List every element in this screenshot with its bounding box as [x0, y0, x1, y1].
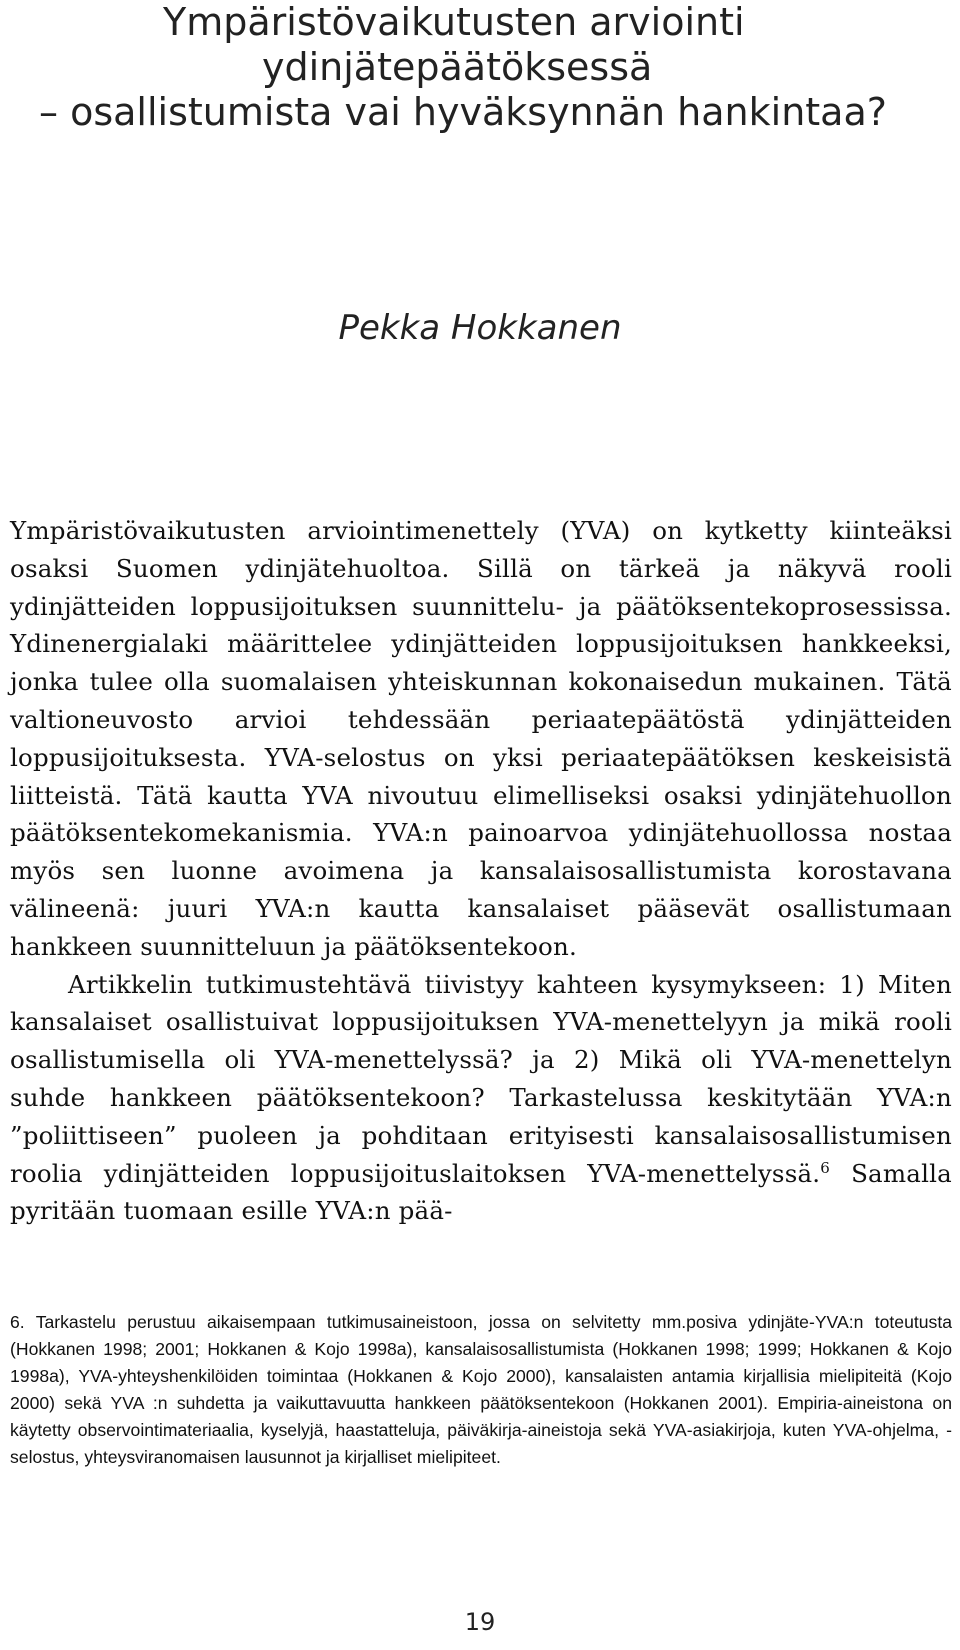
title-line-1: Ympäristövaikutusten arviointi: [163, 0, 745, 44]
article-title: [0, 0, 960, 135]
article-body: [10, 512, 952, 1230]
footnote: [10, 1309, 952, 1472]
paragraph-2-tail: Samalla pyritään tuomaan esille YVA:n pää-: [10, 1158, 952, 1226]
footnote-reference[interactable]: 6: [820, 1158, 831, 1177]
title-line-2: ydinjätepäätöksessä: [262, 45, 653, 89]
paragraph-2-text: Artikkelin tutkimustehtävä tiivistyy kahteen kysymykseen: 1) Miten kansalaiset osallistuivat loppusijoituksen YVA-menettelyyn ja mikä rooli osallistumisella oli YVA-menettelyssä? ja 2) Mikä oli YVA-menettelyn suhde hankkeen päätöksentekoon? Tarkastelussa keskitytään YVA:n ”poliittiseen” puoleen ja pohditaan erityisesti kansalaisosallistumisen roolia ydinjätteiden loppusijoituslaitoksen YVA-menettelyssä.: [10, 969, 952, 1188]
footnote-text: 6. Tarkastelu perustuu aikaisempaan tutkimusaineistoon, jossa on selvitetty mm.posiva ydinjäte-YVA:n toteutusta (Hokkanen 1998; 2001; Hokkanen & Kojo 1998a), kansalaisosallistumista (Hokkanen 1998; 1999; Hokkanen & Kojo 1998a), YVA-yhteyshenkilöiden toimintaa (Hokkanen & Kojo 2000), kansalaisten antamia kirjallisia mielipiteitä (Kojo 2000) sekä YVA :n suhdetta ja vaikuttavuutta hankkeen päätöksentekoon (Hokkanen 2001). Empiria-aineistona on käytetty observointimateriaalia, kyselyjä, haastatteluja, päiväkirja-aineistoja sekä YVA-asiakirjoja, kuten YVA-ohjelma, -selostus, yhteysviranomaisen lausunnot ja kirjalliset mielipiteet.: [10, 1312, 952, 1468]
paragraph-2: [10, 966, 952, 1231]
author-name: Pekka Hokkanen: [338, 308, 622, 348]
title-line-3: – osallistumista vai hyväksynnän hankintaa?: [39, 90, 887, 134]
page-number: 19: [464, 1608, 496, 1636]
paragraph-1: Ympäristövaikutusten arviointimenettely (YVA) on kytketty kiinteäksi osaksi Suomen ydinjätehuoltoa. Sillä on tärkeä ja näkyvä rooli ydinjätteiden loppusijoituksen suunnittelu- ja päätöksentekoprosessissa. Ydinenergialaki määrittelee ydinjätteiden loppusijoituksen hankkeeksi, jonka tulee olla suomalaisen yhteiskunnan kokonaisedun mukainen. Tätä valtioneuvosto arvioi tehdessään periaatepäätöstä ydinjätteiden loppusijoituksesta. YVA-selostus on yksi periaatepäätöksen keskeisistä liitteistä. Tätä kautta YVA nivoutuu elimelliseksi osaksi ydinjätehuollon päätöksentekomekanismia. YVA:n painoarvoa ydinjätehuollossa nostaa myös sen luonne avoimena ja kansalaisosallistumista korostavana välineenä: juuri YVA:n kautta kansalaiset pääsevät osallistumaan hankkeen suunnitteluun ja päätöksentekoon.: [10, 516, 952, 961]
